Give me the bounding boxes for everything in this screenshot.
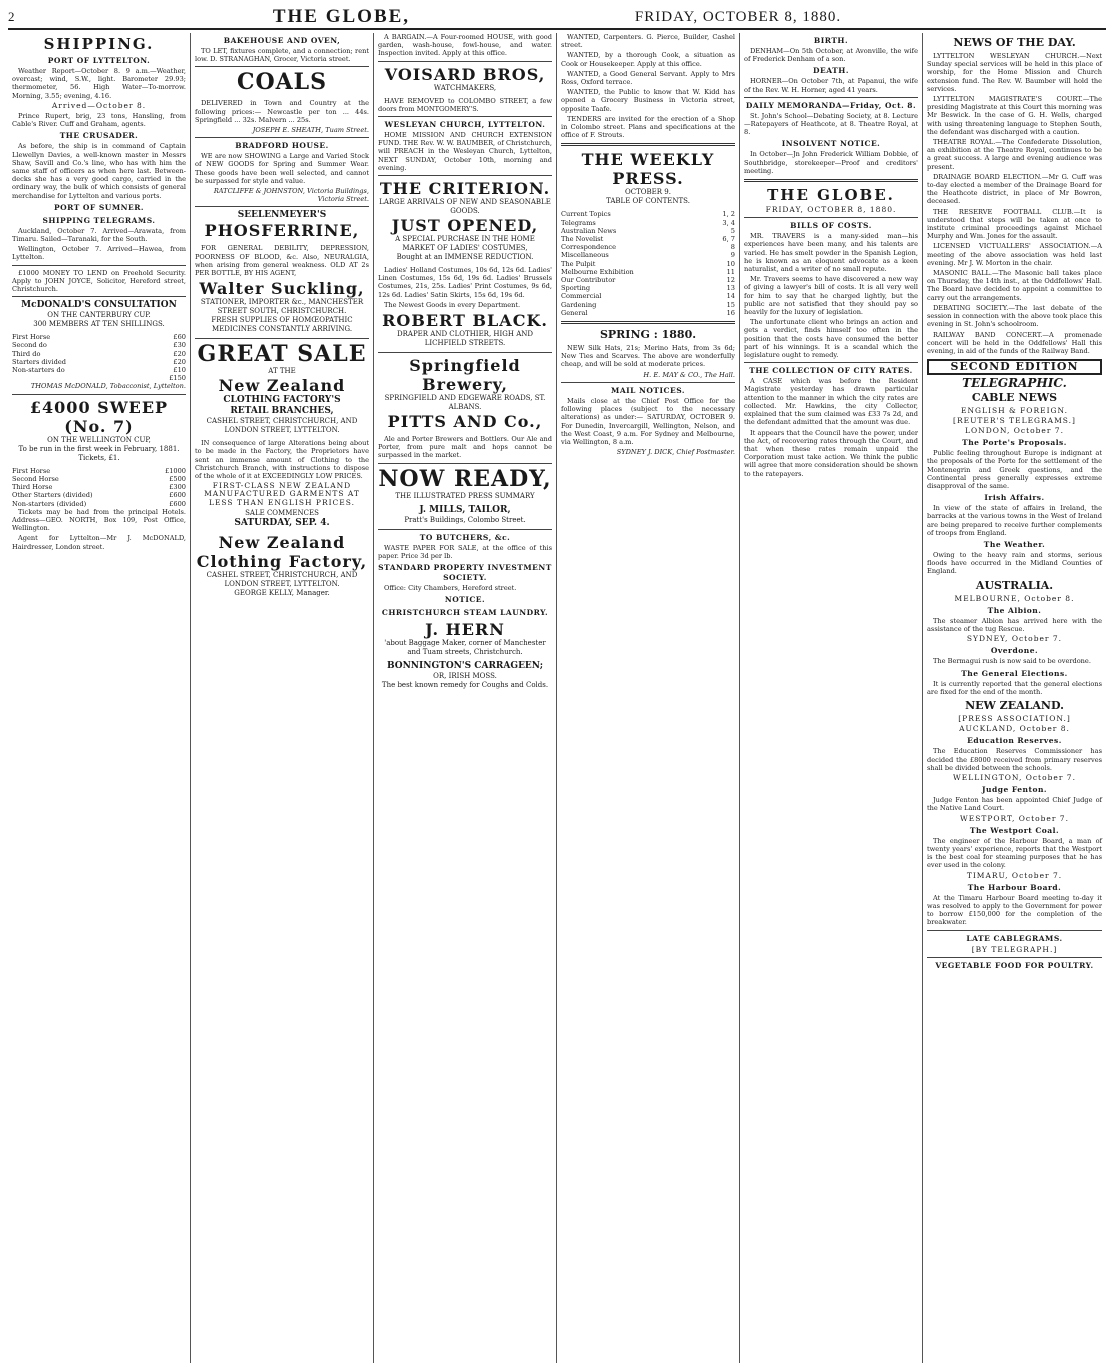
prize-row: Third do £20 [12, 349, 186, 358]
judge-heading: Judge Fenton. [981, 785, 1048, 795]
collection-text: It appears that the Council have the power, under the Act, of recovering rates through the Court, and that when these rates remain unpaid the Corporation must take action. We think the public will agree that more consideration should be shown to the ratepayers. [744, 428, 918, 478]
agent-advert: Agent for Lyttelton—Mr J. McDONALD, Hairdresser, London street. [12, 534, 186, 551]
bakehouse-heading: BAKEHOUSE AND OVEN, [223, 36, 341, 45]
great-sale-heading: GREAT SALE [197, 341, 367, 368]
mail-text: Mails close at the Chief Post Office for the following places (subject to the necessary alterations) as under:— SATURDAY, OCTOBER 9. For Dunedin, Invercargill, Wellington, Nelson, and the West Coast, 9 a.m. For Sydney and Melbourne, via Wellington, 8 a.m. [561, 396, 735, 446]
overdone-text: The Bermagui rush is now said to be overdone. [933, 657, 1091, 666]
wanted-advert: WANTED, the Public to know that W. Kidd has opened a Grocery Business in Victoria street, opposite Taafe. [561, 88, 735, 113]
toc-row: Correspondence 8 [561, 243, 735, 252]
sale-date-block [195, 509, 369, 529]
prize-row: Non-starters do £10 [12, 366, 186, 375]
telegrams-heading: SHIPPING TELEGRAMS. [42, 215, 156, 225]
branch-address: CASHEL STREET, CHRISTCHURCH, AND LONDON STREET, LYTTELTON. [206, 417, 358, 435]
weather-heading: The Weather. [983, 539, 1046, 549]
nz-heading: NEW ZEALAND. [965, 698, 1064, 712]
late-cablegrams-heading: LATE CABLEGRAMS. [966, 933, 1063, 943]
toc-row: Melbourne Exhibition 11 [561, 267, 735, 276]
news-item: MASONIC BALL.—The Masonic ball takes place on Thursday, the 14th inst., at the Oddfellows' Hall. The Board have decided to appoint a committee to carry out the arrangements. [927, 269, 1102, 302]
bills-heading: BILLS OF COSTS. [790, 221, 872, 231]
auckland-telegram: Auckland, October 7. Arrived—Arawata, from Timaru. Sailed—Taranaki, for the South. [12, 226, 186, 244]
laundry-heading: CHRISTCHURCH STEAM LAUNDRY. [381, 608, 549, 618]
masthead [8, 6, 1106, 30]
weather-report: Weather Report—October 8. 9 a.m.—Weather, overcast; wind, S.W., light. Barometer 29.93; thermometer, 56. High Water—To-morrow. Morning, 3.55; evening, 4.16. [12, 67, 186, 100]
bradford-heading: BRADFORD HOUSE. [235, 141, 329, 151]
shipping-heading: SHIPPING. [43, 35, 155, 53]
news-item: DEBATING SOCIETY.—The last debate of the session in connection with the above took place this evening in St. John's schoolroom. [927, 303, 1102, 329]
nzcf-block [195, 533, 369, 598]
spring-heading: SPRING : 1880. [599, 328, 697, 342]
voisard-advert [378, 65, 552, 93]
weekly-press-date: OCTOBER 9. [625, 188, 671, 197]
sydney-dateline: SYDNEY, October 7. [966, 634, 1063, 644]
bonnington-heading: BONNINGTON'S CARRAGEEN; [386, 661, 544, 672]
butchers-text: WASTE PAPER FOR SALE, at the office of this paper. Price 3d per lb. [378, 543, 552, 560]
news-item: RAILWAY BAND CONCERT.—A promenade concert will be held in the Oddfellows' Hall this evening, in aid of the funds of the Railway Band. [927, 330, 1102, 355]
porte-text: Public feeling throughout Europe is indignant at the proposals of the Porte for the settlement of the Montenegrin and Greek questions, and the Continental press generally expresses extreme disapproval of the same. [927, 449, 1102, 490]
table-of-contents [561, 210, 735, 317]
bonnington-text: The best known remedy for Coughs and Colds. [381, 681, 549, 690]
irish-heading: Irish Affairs. [984, 493, 1045, 503]
westport-dateline: WESTPORT, October 7. [960, 813, 1069, 823]
deaths-heading: DEATH. [813, 66, 849, 76]
sumner-heading: PORT OF SUMNER. [53, 202, 145, 212]
crusader-text: As before, the ship is in command of Captain Llewellyn Davies, a well-known master in Messrs Shaw, Savill and Co.'s line, who has with him the same staff of officers as when here last. Between-decks she has a very good cargo, carried in the ordinary way, the bulk of which consists of general merchandise for Lyttelton and various ports. [12, 142, 186, 200]
voisard-heading: VOISARD BROS, [384, 64, 546, 84]
just-opened: JUST OPENED, [391, 216, 539, 236]
great-sale-advert [195, 342, 369, 435]
tailor-advert [378, 505, 552, 525]
election-text: It is currently reported that the general elections are fixed for the end of the month. [927, 679, 1102, 696]
retail-branches: RETAIL BRANCHES, [230, 406, 334, 417]
robert-black-advert [378, 311, 552, 348]
sale-text: IN consequence of large Alterations being about to be made in the Factory, the Proprietors have sent an immense amount of Clothing to the Christchurch Branch, with instructions to dispose of the whole of it at EXCEEDINGLY LOW PRICES. [195, 439, 369, 481]
bradford-agent: RATCLIFFE & JOHNSTON, Victoria Buildings, Victoria Street. [213, 187, 369, 204]
overdone-heading: Overdone. [990, 646, 1039, 656]
spring-text: NEW Silk Hats, 21s; Merino Hats, from 3s 6d; New Ties and Scarves. The above are wonderfully cheap, and will be sold at moderate prices. [561, 344, 735, 369]
church-text: HOME MISSION AND CHURCH EXTENSION FUND. THE Rev. W. W. BAUMBER, of Christchurch, will PREACH in the Wesleyan Church, Lyttelton, NEXT SUNDAY, October 10th, morning and evening. [378, 131, 552, 172]
big-sweep-heading: £4000 SWEEP (No. 7) [29, 397, 169, 436]
now-ready-advert [378, 467, 552, 501]
education-text: The Education Reserves Commissioner has decided the £8000 received from primary reserves shall be divided between the schools. [927, 747, 1102, 772]
toc-row: Australian News 5 [561, 226, 735, 235]
criterion-heading: THE CRITERION. [379, 179, 551, 199]
births-text: DENHAM—On 5th October, at Avonville, the wife of Frederick Denham of a son. [744, 47, 918, 64]
toc-row: Current Topics 1, 2 [561, 210, 735, 219]
tender-advert: TENDERS are invited for the erection of a Shop in Colombo street. Plans and specifications at the office of F. Strouts. [561, 114, 735, 140]
brewery-advert [378, 356, 552, 431]
coals-text: DELIVERED in Town and Country at the following prices:— Newcastle per ton ... 44s. Springfield ... 32s. Malvern ... 25s. [195, 99, 369, 124]
daily-text: St. John's School—Debating Society, at 8. Lecture—Ratepayers of Heathcote, at 8. Theatre Royal, at 8. [744, 111, 918, 137]
money-advert: £1000 MONEY TO LEND on Freehold Security. Apply to JOHN JOYCE, Solicitor, Hereford street, Christchurch. [12, 268, 186, 294]
society-address: Office: City Chambers, Hereford street. [384, 584, 517, 593]
nzcf-manager: GEORGE KELLY, Manager. [234, 588, 330, 597]
prize-row: First Horse £1000 [12, 466, 186, 475]
big-sweep-text: To be run in the first week in February, 1881. [18, 444, 180, 453]
column-3 [374, 33, 557, 1363]
wanted-advert: WANTED, a Good General Servant. Apply to Mrs Ross, Oxford terrace. [561, 69, 735, 87]
nz-clothing: New Zealand [218, 376, 346, 396]
prize-row: First Horse £60 [12, 333, 186, 342]
column-1 [8, 33, 191, 1363]
bargain-advert: A BARGAIN.—A Four-roomed HOUSE, with good garden, wash-house, fowl-house, and water. Inspection invited. Apply at this office. [378, 33, 552, 58]
news-item: DRAINAGE BOARD ELECTION.—Mr G. Cuff was to-day elected a member of the Drainage Board for the Heathcote district, in place of Mr Bowron, deceased. [927, 172, 1102, 206]
robert-black-heading: ROBERT BLACK. [382, 311, 548, 331]
coal-text: The engineer of the Harbour Board, a man of twenty years' experience, reports that the Westport is the best coal for steaming purposes that he has ever used in the colony. [927, 836, 1102, 870]
sale-date: SATURDAY, SEP. 4. [234, 517, 330, 528]
cable-subheading: ENGLISH & FOREIGN. [961, 405, 1068, 415]
hern-text: 'about Baggage Maker, corner of Manchester and Tuam streets, Christchurch. [384, 639, 546, 657]
news-item: LICENSED VICTUALLERS' ASSOCIATION.—A meeting of the above association was held last evening. Mr J. W. Morton in the chair. [927, 242, 1102, 267]
news-item: THE RESERVE FOOTBALL CLUB.—It is understood that steps will be taken at once to institute criminal proceedings against Michael Murphy and Wm. Jones for the assault. [927, 207, 1102, 241]
timaru-dateline: TIMARU, October 7. [966, 870, 1063, 880]
toc-row: The Pulpit 10 [561, 259, 735, 268]
sweep-members: 300 MEMBERS AT TEN SHILLINGS. [33, 320, 165, 329]
toc-row: General 16 [561, 308, 735, 317]
late-cablegrams-sub: [BY TELEGRAPH.] [971, 944, 1058, 954]
prize-row: Other Starters (divided) £600 [12, 491, 186, 500]
brewery-heading: Springfield Brewery, [409, 356, 521, 395]
australia-heading: AUSTRALIA. [975, 578, 1054, 592]
newspaper-title: THE GLOBE, [272, 6, 411, 27]
press-association-label: [PRESS ASSOCIATION.] [958, 713, 1071, 723]
harbour-text: At the Timaru Harbour Board meeting to-day it was resolved to apply to the Government for power to borrow £150,000 for the completion of the breakwater. [927, 893, 1102, 927]
wanted-advert: WANTED, Carpenters. G. Pierce, Builder, Cashel street. [561, 33, 735, 50]
globe-date: FRIDAY, OCTOBER 8, 1880. [765, 205, 897, 215]
port-heading: PORT OF LYTTELTON. [47, 56, 151, 65]
deaths-text: HORNER—On October 7th, at Papanui, the wife of the Rev. W. H. Horner, aged 41 years. [744, 77, 918, 94]
society-heading: STANDARD PROPERTY INVESTMENT SOCIETY. [378, 563, 552, 583]
phosferrine-agent-block [195, 279, 369, 334]
coal-heading: The Westport Coal. [969, 825, 1060, 835]
voisard-subheading: WATCHMAKERS, [433, 83, 497, 92]
albion-text: The steamer Albion has arrived here with the assistance of the tug Rescue. [927, 616, 1102, 633]
bought-at: Bought at an IMMENSE REDUCTION. [396, 253, 534, 262]
issue-date: FRIDAY, OCTOBER 8, 1880. [634, 8, 842, 25]
bakehouse-text: TO LET, fixtures complete, and a connection; rent low. D. STRANAGHAN, Grocer, Victoria street. [195, 47, 369, 64]
arrivals-text: Prince Rupert, brig, 23 tons, Hansling, from Cable's River. Cuff and Graham, agents. [12, 112, 186, 129]
poultry-heading: VEGETABLE FOOD FOR POULTRY. [935, 960, 1094, 970]
toc-row: Sporting 13 [561, 284, 735, 293]
now-ready-heading: NOW READY, [378, 465, 552, 492]
bonnington-advert [378, 661, 552, 690]
news-item: LYTTELTON WESLEYAN CHURCH.—Next Sunday special services will be held in this place of worship, for the Home Mission and Church extension fund. The Rev. W. Baumber will hold the services. [927, 52, 1102, 93]
homeopathic-note: FRESH SUPPLIES OF HOMŒOPATHIC MEDICINES CONSTANTLY ARRIVING. [211, 316, 353, 334]
toc-row: Telegrams 3, 4 [561, 218, 735, 227]
collection-text: A CASE which was before the Resident Magistrate yesterday has drawn particular attention to the manner in which the city rates are collected. Mr. Hawkins, the city Collector, explained that the sum claimed was £33 7s 2d, and the defendant admitted that the amount was due. [744, 377, 918, 427]
tailor-heading: J. MILLS, TAILOR, [419, 504, 511, 515]
sweep-prizes [12, 333, 186, 382]
nzcf-heading: New Zealand Clothing Factory, [196, 532, 368, 571]
pitts-heading: PITTS AND Co., [387, 412, 543, 432]
insolvent-heading: INSOLVENT NOTICE. [781, 139, 881, 149]
weekly-press-heading: THE WEEKLY PRESS. [581, 150, 715, 189]
hern-advert [378, 620, 552, 657]
columns [8, 33, 1106, 1363]
page-number: 2 [8, 9, 15, 24]
bills-text: Mr. Travers seems to have discovered a new way of giving a lawyer's bill of costs. It is all very well for him to say that he charged lightly, but the public are not satisfied that they should pay so heavily for the luxury of legislation. [744, 275, 918, 317]
nzcf-address: CASHEL STREET, CHRISTCHURCH, AND LONDON STREET, LYTTELTON. [206, 570, 358, 588]
sale-prices: FIRST-CLASS NEW ZEALAND MANUFACTURED GARMENTS AT LESS THAN ENGLISH PRICES. [204, 481, 360, 507]
reuter-label: [REUTER'S TELEGRAMS.] [953, 415, 1076, 425]
prize-row: Third Horse £300 [12, 483, 186, 492]
prize-row: Starters divided £20 [12, 357, 186, 366]
sweep-agent: THOMAS McDONALD, Tobacconist, Lyttelton. [30, 382, 186, 391]
prize-row: Second Horse £500 [12, 474, 186, 483]
toc-row: Commercial 14 [561, 292, 735, 301]
wellington-telegram: Wellington, October 7. Arrived—Hawea, from Lyttelton. [12, 245, 186, 262]
sweep-advert [12, 300, 186, 329]
sweep-subheading: ON THE CANTERBURY CUP. [47, 311, 151, 320]
phosferrine-advert [195, 210, 369, 240]
clothing-factory: CLOTHING FACTORY'S [223, 395, 341, 406]
prize-row: Second do £30 [12, 341, 186, 350]
church-heading: WESLEYAN CHURCH, LYTTELTON. [384, 120, 546, 130]
phosferrine-agent-sub: STATIONER, IMPORTER &c., MANCHESTER STREET SOUTH, CHRISTCHURCH. [200, 298, 364, 316]
sale-date-heading: SALE COMMENCES [245, 508, 319, 517]
butchers-heading: TO BUTCHERS, &c. [419, 532, 511, 542]
weekly-press-advert [561, 150, 735, 206]
news-item: LYTTELTON MAGISTRATE'S COURT.—The presiding Magistrate at this Court this morning was Mr Beswick. In the case of G. H. Wells, charged with using threatening language to Stephen South, the defendant was discharged with a caution. [927, 95, 1102, 136]
spring-signature: H. E. MAY & CO., The Hall. [643, 370, 735, 379]
phosferrine-agent: Walter Suckling, [199, 279, 365, 299]
column-2 [191, 33, 374, 1363]
tailor-text: Pratt's Buildings, Colombo Street. [404, 515, 526, 524]
collection-heading: THE COLLECTION OF CITY RATES. [749, 366, 913, 376]
insolvent-text: In October—Jn John Frederick William Dobbie, of Southbridge, storekeeper—Proof and creditors' meeting. [744, 150, 918, 175]
toc-row: Our Contributor 12 [561, 276, 735, 285]
big-sweep-footer: Tickets may be had from the principal Hotels. Address—GEO. NORTH, Box 109, Post Office, Wellington. [12, 507, 186, 533]
news-item: THEATRE ROYAL.—The Confederate Dissolution, an exhibition at the Theatre Royal, continues to be a great success. A large and evening audience was present. [927, 138, 1102, 171]
hern-heading: J. HERN [425, 620, 505, 640]
bradford-text: WE are now SHOWING a Large and Varied Stock of NEW GOODS for Spring and Summer Wear. These goods have been well selected, and cannot be surpassed for style and value. [195, 152, 369, 185]
now-ready-sub: THE ILLUSTRATED PRESS SUMMARY [395, 491, 535, 500]
mail-signature: SYDNEY J. DICK, Chief Postmaster. [616, 448, 735, 457]
coals-advert [195, 70, 369, 95]
irish-text: In view of the state of affairs in Ireland, the barracks at the various towns in the West of Ireland are being prepared to receive further complements of troops from England. [927, 504, 1102, 537]
bills-text: MR. TRAVERS is a many-sided man—his experiences have been many, and his talents are varied. He has smelt powder in the Spanish Legion, he is known as an eloquent advocate as a keen naturalist, and a writer of no small repute. [744, 232, 918, 274]
albion-heading: The Albion. [987, 605, 1042, 615]
education-heading: Education Reserves. [967, 736, 1062, 746]
coals-agent: JOSEPH E. SHEATH, Tuam Street. [252, 126, 369, 135]
column-6 [923, 33, 1106, 1363]
wanted-advert: WANTED, by a thorough Cook, a situation as Cook or Housekeeper. Apply at this office. [561, 51, 735, 68]
tickets-heading: Tickets, £1. [78, 453, 120, 462]
melbourne-dateline: MELBOURNE, October 8. [954, 593, 1075, 603]
bills-text: The unfortunate client who brings an action and gets a verdict, finds himself too often in the position that the costs have consumed the better part of his winnings. It is a scandal which the legislature ought to remedy. [744, 318, 918, 360]
phosferrine-text: FOR GENERAL DEBILITY, DEPRESSION, POORNESS OF BLOOD, &c. Also, NEURALGIA, when arising from general weakness. OLD AT 2s PER BOTTLE, BY HIS AGENT, [195, 244, 369, 278]
auckland-dateline: AUCKLAND, October 8. [959, 724, 1070, 734]
notice-heading: NOTICE. [444, 595, 486, 605]
births-heading: BIRTH. [813, 36, 849, 45]
big-sweep-advert [12, 398, 186, 463]
toc-row: Gardening 15 [561, 300, 735, 309]
cable-heading: CABLE NEWS [971, 390, 1058, 404]
crusader-heading: THE CRUSADER. [59, 131, 139, 141]
judge-text: Judge Fenton has been appointed Chief Judge of the Native Land Court. [927, 796, 1102, 813]
special-purchase: A SPECIAL PURCHASE IN THE HOME MARKET OF LADIES' COSTUMES, [395, 235, 535, 253]
toc-heading: TABLE OF CONTENTS. [606, 197, 690, 206]
weather-text: Owing to the heavy rain and storms, serious floods have occurred in the Midland Counties of England. [927, 550, 1102, 576]
column-4 [557, 33, 740, 1363]
toc-row: The Novelist 6, 7 [561, 235, 735, 244]
voisard-text: HAVE REMOVED to COLOMBO STREET, a few doors from MONTGOMERY'S. [378, 96, 552, 113]
prize-total: £150 [169, 374, 186, 383]
big-sweep-subheading: ON THE WELLINGTON CUP, [47, 435, 151, 444]
prize-row: Non-starters (divided) £600 [12, 499, 186, 508]
criterion-subheading: LARGE ARRIVALS OF NEW AND SEASONABLE GOODS. [379, 198, 551, 216]
new-goods: The Newest Goods in every Department. [384, 300, 521, 309]
criterion-advert [378, 179, 552, 262]
pitts-text: Ale and Porter Brewers and Bottlers. Our Ale and Porter, from pure malt and hops cannot be surpassed in the market. [378, 435, 552, 460]
phosferrine-heading-1: SEELENMEYER'S [237, 210, 327, 221]
mail-heading: MAIL NOTICES. [611, 385, 685, 395]
column-5 [740, 33, 923, 1363]
daily-heading: DAILY MEMORANDA—Friday, Oct. 8. [745, 100, 917, 110]
harbour-heading: The Harbour Board. [967, 882, 1062, 892]
bonnington-sub: OR, IRISH MOSS. [433, 672, 497, 681]
big-sweep-prizes [12, 467, 186, 508]
costume-list: Ladies' Holland Costumes, 10s 6d, 12s 6d. Ladies' Linen Costumes, 15s 6d, 19s 6d. Ladies' Brussels Costumes, 21s, 25s. Ladies' Print Costumes, 9s 6d, 12s 6d. Ladies' Satin Skirts, 15s 6d, 19s 6d. [378, 266, 552, 299]
arrived-heading: Arrived—October 8. [51, 100, 147, 110]
wellington-dateline: WELLINGTON, October 7. [953, 773, 1076, 782]
globe-heading: THE GLOBE. [767, 186, 895, 205]
phosferrine-heading-2: PHOSFERRINE, [204, 221, 360, 241]
great-sale-at: AT THE [268, 367, 296, 376]
toc-row: Miscellaneous 9 [561, 251, 735, 260]
second-edition-heading: SECOND EDITION [927, 359, 1102, 375]
sweep-heading: McDONALD'S CONSULTATION [21, 300, 177, 311]
election-heading: The General Elections. [961, 668, 1068, 678]
coals-heading: COALS [236, 69, 328, 96]
porte-heading: The Porte's Proposals. [962, 438, 1067, 448]
brewery-address: SPRINGFIELD AND EDGEWARE ROADS, ST. ALBANS. [384, 394, 546, 412]
news-heading: NEWS OF THE DAY. [953, 36, 1076, 49]
telegraphic-heading: TELEGRAPHIC. [962, 376, 1067, 391]
robert-black-sub: DRAPER AND CLOTHIER, HIGH AND LICHFIELD STREETS. [397, 330, 533, 348]
london-dateline: LONDON, October 7. [965, 425, 1064, 435]
